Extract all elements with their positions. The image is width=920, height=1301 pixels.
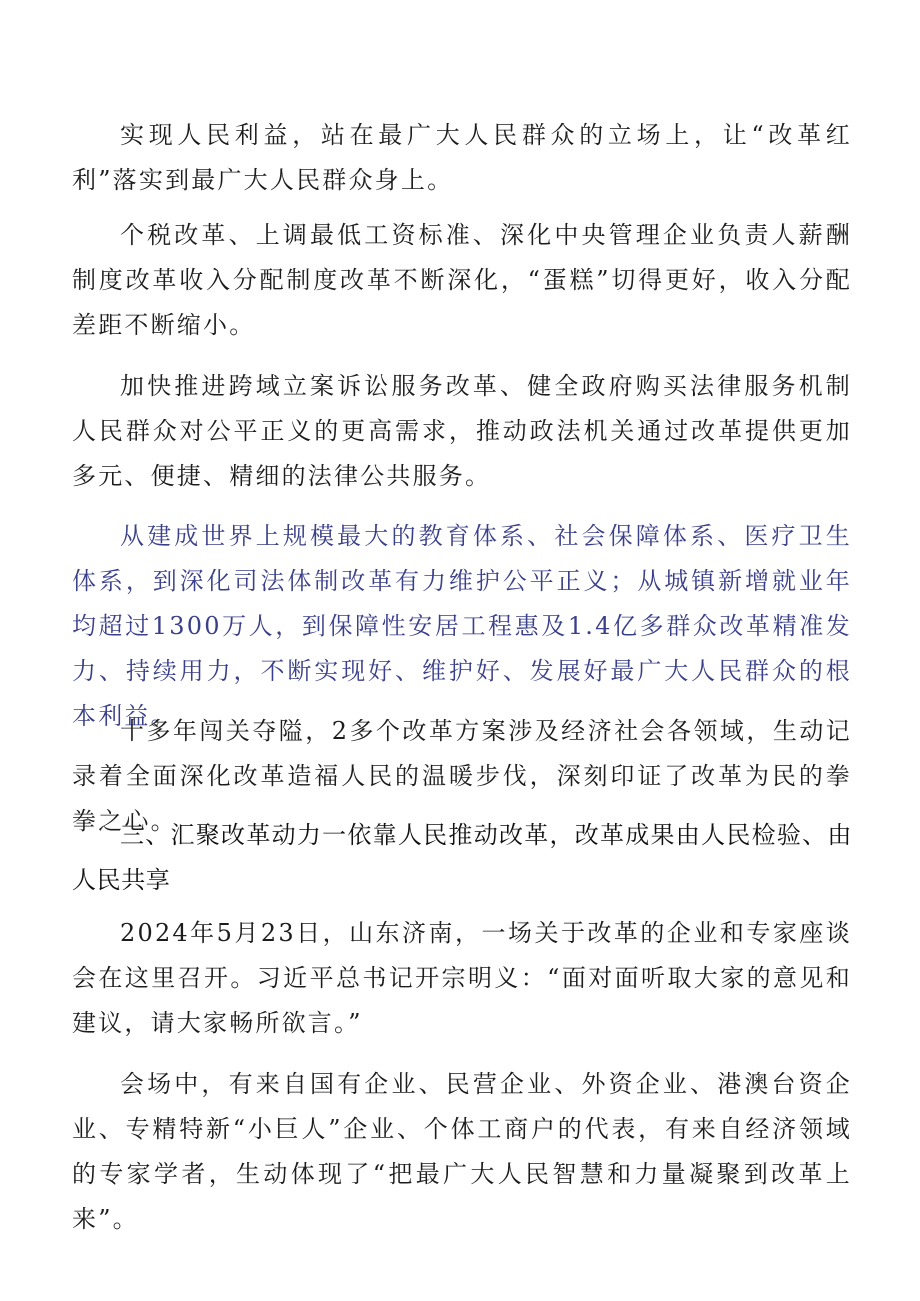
paragraph-reform-decade: 十多年闯关夺隘，2多个改革方案涉及经济社会各领域，生动记录着全面深化改革造福人民的温暖步伐，深刻印证了改革为民的拳拳之心。 [72,717,852,835]
paragraph-highlighted-achievements: 从建成世界上规模最大的教育体系、社会保障体系、医疗卫生体系，到深化司法体制改革有力维护公平正义；从城镇新增就业年均超过1300万人，到保障性安居工程惠及1.4亿多群众改革精准发力、持续用力，不断实现好、维护好、发展好最广大人民群众的根本利益。 [72,522,852,730]
paragraph-legal-services-reform: 加快推进跨域立案诉讼服务改革、健全政府购买法律服务机制人民群众对公平正义的更高需求，推动政法机关通过改革提供更加多元、便捷、精细的法律公共服务。 [72,372,852,490]
paragraph-meeting-attendees: 会场中，有来自国有企业、民营企业、外资企业、港澳台资企业、专精特新“小巨人”企业、个体工商户的代表，有来自经济领域的专家学者，生动体现了“把最广大人民智慧和力量凝聚到改革上来”。 [72,1070,852,1233]
paragraph-income-distribution-reform: 个税改革、上调最低工资标准、深化中央管理企业负责人薪酬制度改革收入分配制度改革不断深化，“蛋糕”切得更好，收入分配差距不断缩小。 [72,221,852,339]
paragraph-people-interests: 实现人民利益，站在最广大人民群众的立场上，让“改革红利”落实到最广大人民群众身上。 [72,121,852,194]
paragraph-jinan-symposium: 2024年5月23日，山东济南，一场关于改革的企业和专家座谈会在这里召开。习近平总书记开宗明义：“面对面听取大家的意见和建议，请大家畅所欲言。” [72,919,852,1037]
section-heading-three: 三、汇聚改革动力一依靠人民推动改革，改革成果由人民检验、由人民共享 [72,821,852,894]
